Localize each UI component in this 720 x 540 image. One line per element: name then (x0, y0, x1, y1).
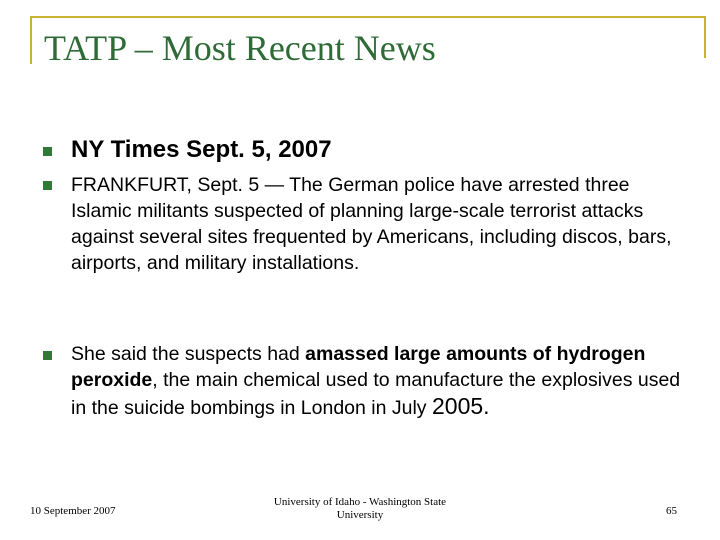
bullet-square-icon (43, 147, 52, 156)
bullet-suspects-bold: amassed large amounts of hydrogen peroxide (71, 343, 646, 391)
footer-institution-line2: University (336, 509, 384, 521)
bullet-frankfurt: FRANKFURT, Sept. 5 — The German police have arrested three Islamic militants suspected of planning large-scale terrorist attacks against several sites frequented by Americans, including discos, bars, airports, and military installations. (71, 174, 672, 274)
bullet-square-icon (43, 181, 52, 190)
slide-title: TATP – Most Recent News (44, 28, 436, 68)
footer-institution-line1: University of Idaho - Washington State (273, 496, 447, 508)
bullet-square-icon (43, 351, 52, 360)
frame-left-line (30, 16, 32, 64)
footer-institution (250, 496, 470, 522)
bullet-suspects (71, 341, 681, 421)
bullet-headline: NY Times Sept. 5, 2007 (71, 136, 332, 163)
bullet-suspects-end: . (483, 393, 490, 419)
bullet-suspects-part2: , the main chemical used to manufacture the explosives used in the suicide bombings in London in July (71, 369, 681, 419)
bullet-suspects-year: 2005 (431, 393, 484, 419)
frame-top-line (32, 16, 705, 18)
footer-page-number: 65 (666, 505, 677, 517)
frame-right-line (704, 16, 706, 58)
footer-date: 10 September 2007 (30, 505, 116, 517)
bullet-suspects-part1: She said the suspects had (71, 343, 306, 365)
